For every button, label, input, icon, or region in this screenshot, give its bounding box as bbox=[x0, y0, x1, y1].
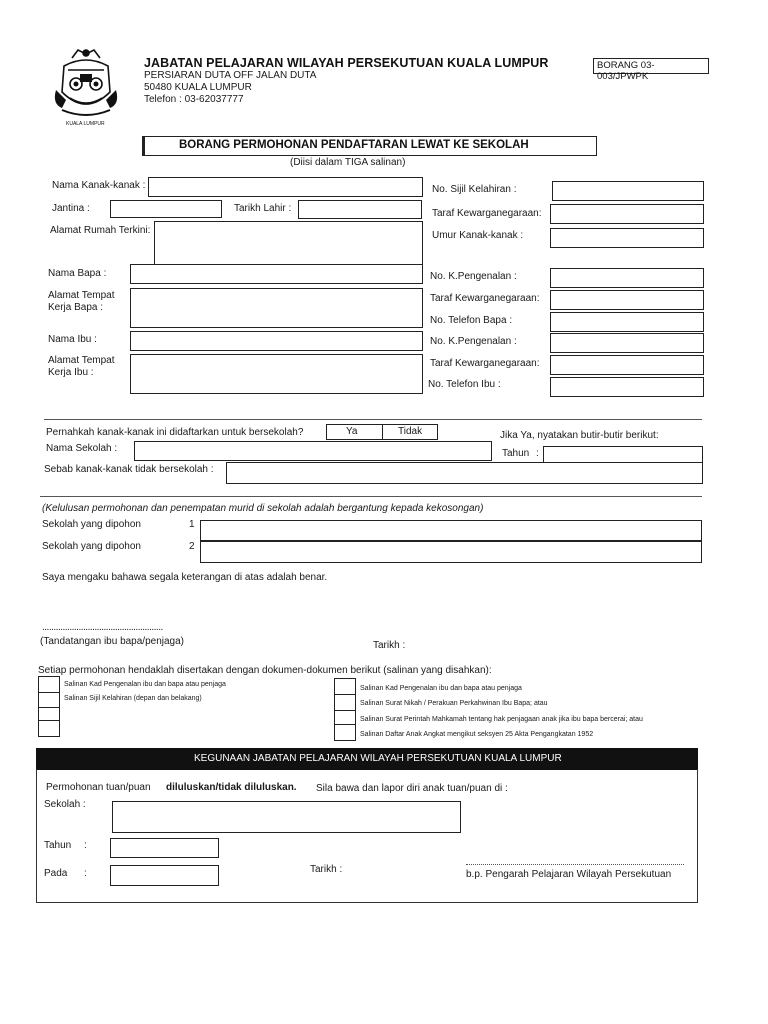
dob-field[interactable] bbox=[298, 200, 422, 219]
school-choice-2-number: 2 bbox=[189, 541, 195, 552]
doc-right-checkbox-4[interactable] bbox=[334, 724, 356, 741]
mother-ic-field[interactable] bbox=[550, 333, 704, 353]
declaration-statement: Saya mengaku bahawa segala keterangan di atas adalah benar. bbox=[42, 572, 328, 583]
birth-cert-field[interactable] bbox=[552, 181, 704, 201]
assigned-school-field[interactable] bbox=[112, 801, 461, 833]
mother-name-label: Nama Ibu : bbox=[48, 334, 97, 345]
option-no[interactable]: Tidak bbox=[398, 426, 423, 437]
father-ic-field[interactable] bbox=[550, 268, 704, 288]
schooled-question: Pernahkah kanak-kanak ini didaftarkan untuk bersekolah? bbox=[46, 427, 304, 438]
report-on-field[interactable] bbox=[110, 865, 219, 886]
doc-right-item-3: Salinan Surat Perintah Mahkamah tentang hak penjagaan anak jika ibu bapa bercerai; atau bbox=[360, 716, 643, 723]
form-title: BORANG PERMOHONAN PENDAFTARAN LEWAT KE SEKOLAH bbox=[179, 139, 529, 151]
doc-right-item-4: Salinan Daftar Anak Angkat mengikut seksyen 25 Akta Pengangkatan 1952 bbox=[360, 731, 594, 738]
school-choice-2-label: Sekolah yang dipohon bbox=[42, 541, 141, 552]
state-crest-logo bbox=[52, 44, 120, 130]
child-citizenship-field[interactable] bbox=[550, 204, 704, 224]
reason-field[interactable] bbox=[226, 462, 703, 484]
assigned-year-field[interactable] bbox=[110, 838, 219, 858]
signature-line[interactable]: ..................................................... bbox=[42, 622, 163, 633]
official-use-bar bbox=[36, 748, 698, 770]
year-colon: : bbox=[536, 448, 539, 459]
approval-prefix: Permohonan tuan/puan bbox=[46, 782, 151, 793]
yes-no-separator bbox=[382, 424, 383, 440]
form-code: BORANG 03-003/JPWPK bbox=[593, 58, 709, 74]
mother-citizenship-field[interactable] bbox=[550, 355, 704, 375]
address-line-2: 50480 KUALA LUMPUR bbox=[144, 82, 252, 93]
doc-left-checkbox-1[interactable] bbox=[38, 676, 60, 693]
mother-work-address-label-1: Alamat Tempat bbox=[48, 355, 115, 366]
report-on-label: Pada bbox=[44, 868, 68, 879]
signature-label: (Tandatangan ibu bapa/penjaga) bbox=[40, 636, 185, 647]
mother-citizenship-label: Taraf Kewarganegaraan: bbox=[430, 358, 540, 369]
approval-decision[interactable]: diluluskan/tidak diluluskan. bbox=[166, 782, 297, 793]
department-title: JABATAN PELAJARAN WILAYAH PERSEKUTUAN KUALA LUMPUR bbox=[144, 56, 549, 70]
father-name-field[interactable] bbox=[130, 264, 423, 284]
official-use-title: KEGUNAAN JABATAN PELAJARAN WILAYAH PERSEKUTUAN KUALA LUMPUR bbox=[194, 753, 562, 764]
assigned-year-label: Tahun bbox=[44, 840, 72, 851]
father-citizenship-label: Taraf Kewarganegaraan: bbox=[430, 293, 540, 304]
child-name-label: Nama Kanak-kanak : bbox=[52, 180, 146, 191]
placement-note: (Kelulusan permohonan dan penempatan murid di sekolah adalah bergantung kepada kekosongan) bbox=[42, 503, 484, 514]
doc-right-item-2: Salinan Surat Nikah / Perakuan Perkahwinan Ibu Bapa; atau bbox=[360, 700, 548, 707]
official-date-label: Tarikh : bbox=[310, 864, 343, 875]
school-name-label: Nama Sekolah : bbox=[46, 443, 118, 454]
child-name-field[interactable] bbox=[148, 177, 423, 197]
section-divider-1 bbox=[44, 419, 702, 420]
father-ic-label: No. K.Pengenalan : bbox=[430, 271, 517, 282]
home-address-field[interactable] bbox=[154, 221, 423, 265]
doc-right-item-1: Salinan Kad Pengenalan ibu dan bapa atau penjaga bbox=[360, 685, 522, 692]
assigned-school-label: Sekolah : bbox=[44, 799, 86, 810]
school-choice-1-number: 1 bbox=[189, 519, 195, 530]
doc-left-item-1: Salinan Kad Pengenalan ibu dan bapa atau penjaga bbox=[64, 681, 226, 688]
school-name-field[interactable] bbox=[134, 441, 492, 461]
section-divider-2 bbox=[40, 496, 702, 497]
doc-right-checkbox-1[interactable] bbox=[334, 678, 356, 695]
school-choice-2-field[interactable] bbox=[200, 541, 702, 563]
child-citizenship-label: Taraf Kewarganegaraan: bbox=[432, 208, 542, 219]
documents-intro: Setiap permohonan hendaklah disertakan dengan dokumen-dokumen berikut (salinan yang disahkan): bbox=[38, 665, 492, 676]
home-address-label: Alamat Rumah Terkini: bbox=[50, 225, 151, 236]
father-work-address-field[interactable] bbox=[130, 288, 423, 328]
address-line-1: PERSIARAN DUTA OFF JALAN DUTA bbox=[144, 70, 317, 81]
mother-work-address-field[interactable] bbox=[130, 354, 423, 394]
gender-label: Jantina : bbox=[52, 203, 90, 214]
father-name-label: Nama Bapa : bbox=[48, 268, 107, 279]
report-on-colon: : bbox=[84, 868, 87, 879]
school-choice-1-field[interactable] bbox=[200, 520, 702, 541]
mother-work-address-label-2: Kerja Ibu : bbox=[48, 367, 94, 378]
mother-ic-label: No. K.Pengenalan : bbox=[430, 336, 517, 347]
reason-label: Sebab kanak-kanak tidak bersekolah : bbox=[44, 464, 214, 475]
mother-name-field[interactable] bbox=[130, 331, 423, 351]
father-work-address-label-2: Kerja Bapa : bbox=[48, 302, 104, 313]
doc-left-item-2: Salinan Sijil Kelahiran (depan dan belakang) bbox=[64, 695, 202, 702]
doc-left-checkbox-4[interactable] bbox=[38, 720, 60, 737]
declaration-date-label: Tarikh : bbox=[373, 640, 406, 651]
child-age-field[interactable] bbox=[550, 228, 704, 248]
dob-label: Tarikh Lahir : bbox=[234, 203, 292, 214]
approval-suffix: Sila bawa dan lapor diri anak tuan/puan di : bbox=[316, 783, 508, 794]
child-age-label: Umur Kanak-kanak : bbox=[432, 230, 524, 241]
phone-number: Telefon : 03-62037777 bbox=[144, 94, 244, 105]
birth-cert-label: No. Sijil Kelahiran : bbox=[432, 184, 517, 195]
school-choice-1-label: Sekolah yang dipohon bbox=[42, 519, 141, 530]
year-label: Tahun bbox=[502, 448, 530, 459]
form-title-box bbox=[142, 136, 597, 156]
father-phone-field[interactable] bbox=[550, 312, 704, 332]
gender-field[interactable] bbox=[110, 200, 222, 218]
father-phone-label: No. Telefon Bapa : bbox=[430, 315, 513, 326]
assigned-year-colon: : bbox=[84, 840, 87, 851]
mother-phone-label: No. Telefon Ibu : bbox=[428, 379, 501, 390]
doc-right-checkbox-2[interactable] bbox=[334, 694, 356, 711]
signatory-line[interactable] bbox=[466, 864, 684, 865]
crest-caption: KUALA LUMPUR bbox=[66, 121, 105, 127]
if-yes-note: Jika Ya, nyatakan butir-butir berikut: bbox=[500, 430, 659, 441]
mother-phone-field[interactable] bbox=[550, 377, 704, 397]
signatory-label: b.p. Pengarah Pelajaran Wilayah Persekutuan bbox=[466, 869, 672, 880]
option-yes[interactable]: Ya bbox=[346, 426, 358, 437]
father-work-address-label-1: Alamat Tempat bbox=[48, 290, 115, 301]
form-subtitle: (Diisi dalam TIGA salinan) bbox=[290, 157, 406, 168]
father-citizenship-field[interactable] bbox=[550, 290, 704, 310]
